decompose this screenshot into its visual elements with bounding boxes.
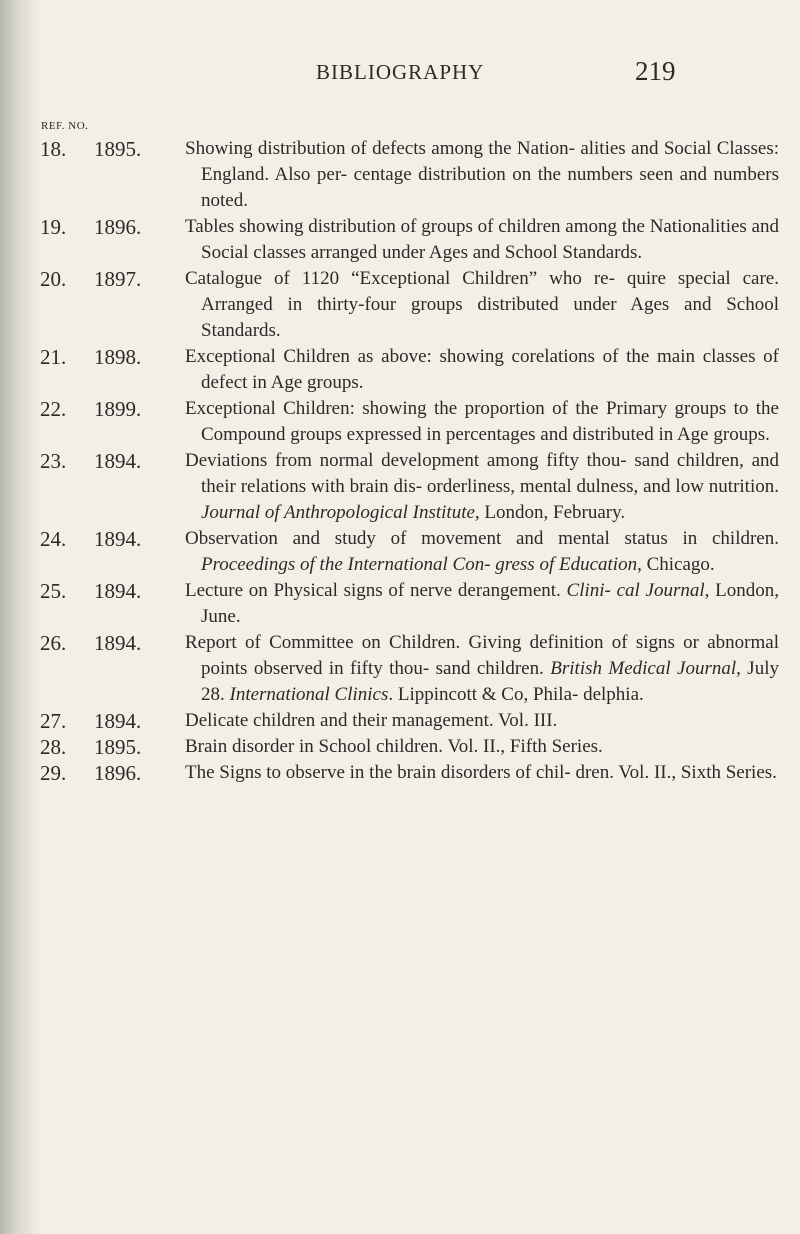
entry-year: 1894. [94, 449, 142, 473]
entry-description [185, 578, 779, 630]
entry-source-title: Proceedings of the International Con- gress of Education [201, 554, 638, 575]
page-header [0, 58, 800, 98]
entry-text-segment: , London, June. [201, 580, 779, 627]
entry-year: 1899. [94, 397, 142, 421]
entry-source-title: International Clinics [229, 684, 389, 705]
entry-description [185, 266, 779, 344]
bibliography-list [0, 136, 800, 786]
entry-description [185, 708, 779, 734]
entry-description [185, 214, 779, 266]
entry-number: 28. [40, 735, 67, 759]
entry-description [185, 396, 779, 448]
entry-year: 1895. [94, 735, 142, 759]
entry-text-segment: , Chicago. [637, 554, 715, 575]
bibliography-entry [0, 266, 800, 344]
bibliography-entry [0, 344, 800, 396]
entry-year: 1896. [94, 215, 142, 239]
entry-year: 1898. [94, 345, 142, 369]
bibliography-entry [0, 136, 800, 214]
entry-text-segment: , London, February. [474, 502, 626, 523]
entry-number: 20. [40, 267, 67, 291]
entry-year: 1894. [94, 579, 142, 603]
entry-number: 22. [40, 397, 67, 421]
bibliography-entry [0, 448, 800, 526]
entry-text-segment: Observation and study of movement and mental status in children. [185, 528, 779, 549]
bibliography-entry [0, 630, 800, 708]
entry-text-segment: Deviations from normal development among fifty thou- sand children, and their relations with brain dis- orderliness, mental dulness, and low nutrition. [185, 450, 779, 497]
entry-text-segment: Tables showing distribution of groups of children among the Nationalities and Social classes arranged under Ages and School Standards. [185, 216, 779, 263]
entry-number: 24. [40, 527, 67, 551]
entry-description [185, 344, 779, 396]
entry-year: 1894. [94, 709, 142, 733]
bibliography-entry [0, 214, 800, 266]
bibliography-entry [0, 734, 800, 760]
entry-text-segment: Exceptional Children: showing the proportion of the Primary groups to the Compound groups expressed in percentages and distributed in Age groups. [185, 398, 779, 445]
entry-description [185, 448, 779, 526]
entry-text-segment: Exceptional Children as above: showing corelations of the main classes of defect in Age groups. [185, 346, 779, 393]
entry-text-segment: , July 28. [201, 658, 779, 705]
running-title: BIBLIOGRAPHY [316, 60, 485, 84]
entry-year: 1894. [94, 527, 142, 551]
entry-description [185, 526, 779, 578]
bibliography-entry [0, 760, 800, 786]
bibliography-entry [0, 578, 800, 630]
entry-number: 25. [40, 579, 67, 603]
bibliography-entry [0, 526, 800, 578]
entry-description [185, 760, 779, 786]
entry-source-title: British Medical Journal [550, 658, 737, 679]
ref-no-label: REF. NO. [41, 120, 89, 132]
entry-year: 1897. [94, 267, 142, 291]
page-number: 219 [635, 56, 676, 86]
entry-source-title: Clini- cal Journal [566, 580, 705, 601]
entry-description [185, 734, 779, 760]
entry-text-segment: Brain disorder in School children. Vol. II., Fifth Series. [185, 736, 603, 757]
entry-year: 1894. [94, 631, 142, 655]
bibliography-entry [0, 708, 800, 734]
entry-number: 21. [40, 345, 67, 369]
entry-number: 26. [40, 631, 67, 655]
entry-year: 1895. [94, 137, 142, 161]
entry-source-title: Journal of Anthropological Institute [201, 502, 475, 523]
entry-text-segment: Lecture on Physical signs of nerve derangement. [185, 580, 567, 601]
entry-text-segment: Report of Committee on Children. Giving definition of signs or abnormal points observed in fifty thou- sand children. [185, 632, 779, 679]
entry-text-segment: . Lippincott & Co, Phila- delphia. [388, 684, 644, 705]
entry-text-segment: The Signs to observe in the brain disorders of chil- dren. Vol. II., Sixth Series. [185, 762, 777, 783]
entry-description [185, 630, 779, 708]
bibliography-entry [0, 396, 800, 448]
entry-text-segment: Delicate children and their management. Vol. III. [185, 710, 558, 731]
entry-text-segment: Catalogue of 1120 “Exceptional Children” who re- quire special care. Arranged in thirty-four groups distributed under Ages and School Standards. [185, 268, 779, 341]
entry-year: 1896. [94, 761, 142, 785]
entry-text-segment: Showing distribution of defects among the Nation- alities and Social Classes: England. Also per- centage distribution on the numbers seen and numbers noted. [185, 138, 779, 211]
entry-number: 18. [40, 137, 67, 161]
entry-number: 19. [40, 215, 67, 239]
entry-number: 29. [40, 761, 67, 785]
entry-number: 23. [40, 449, 67, 473]
entry-number: 27. [40, 709, 67, 733]
entry-description [185, 136, 779, 214]
